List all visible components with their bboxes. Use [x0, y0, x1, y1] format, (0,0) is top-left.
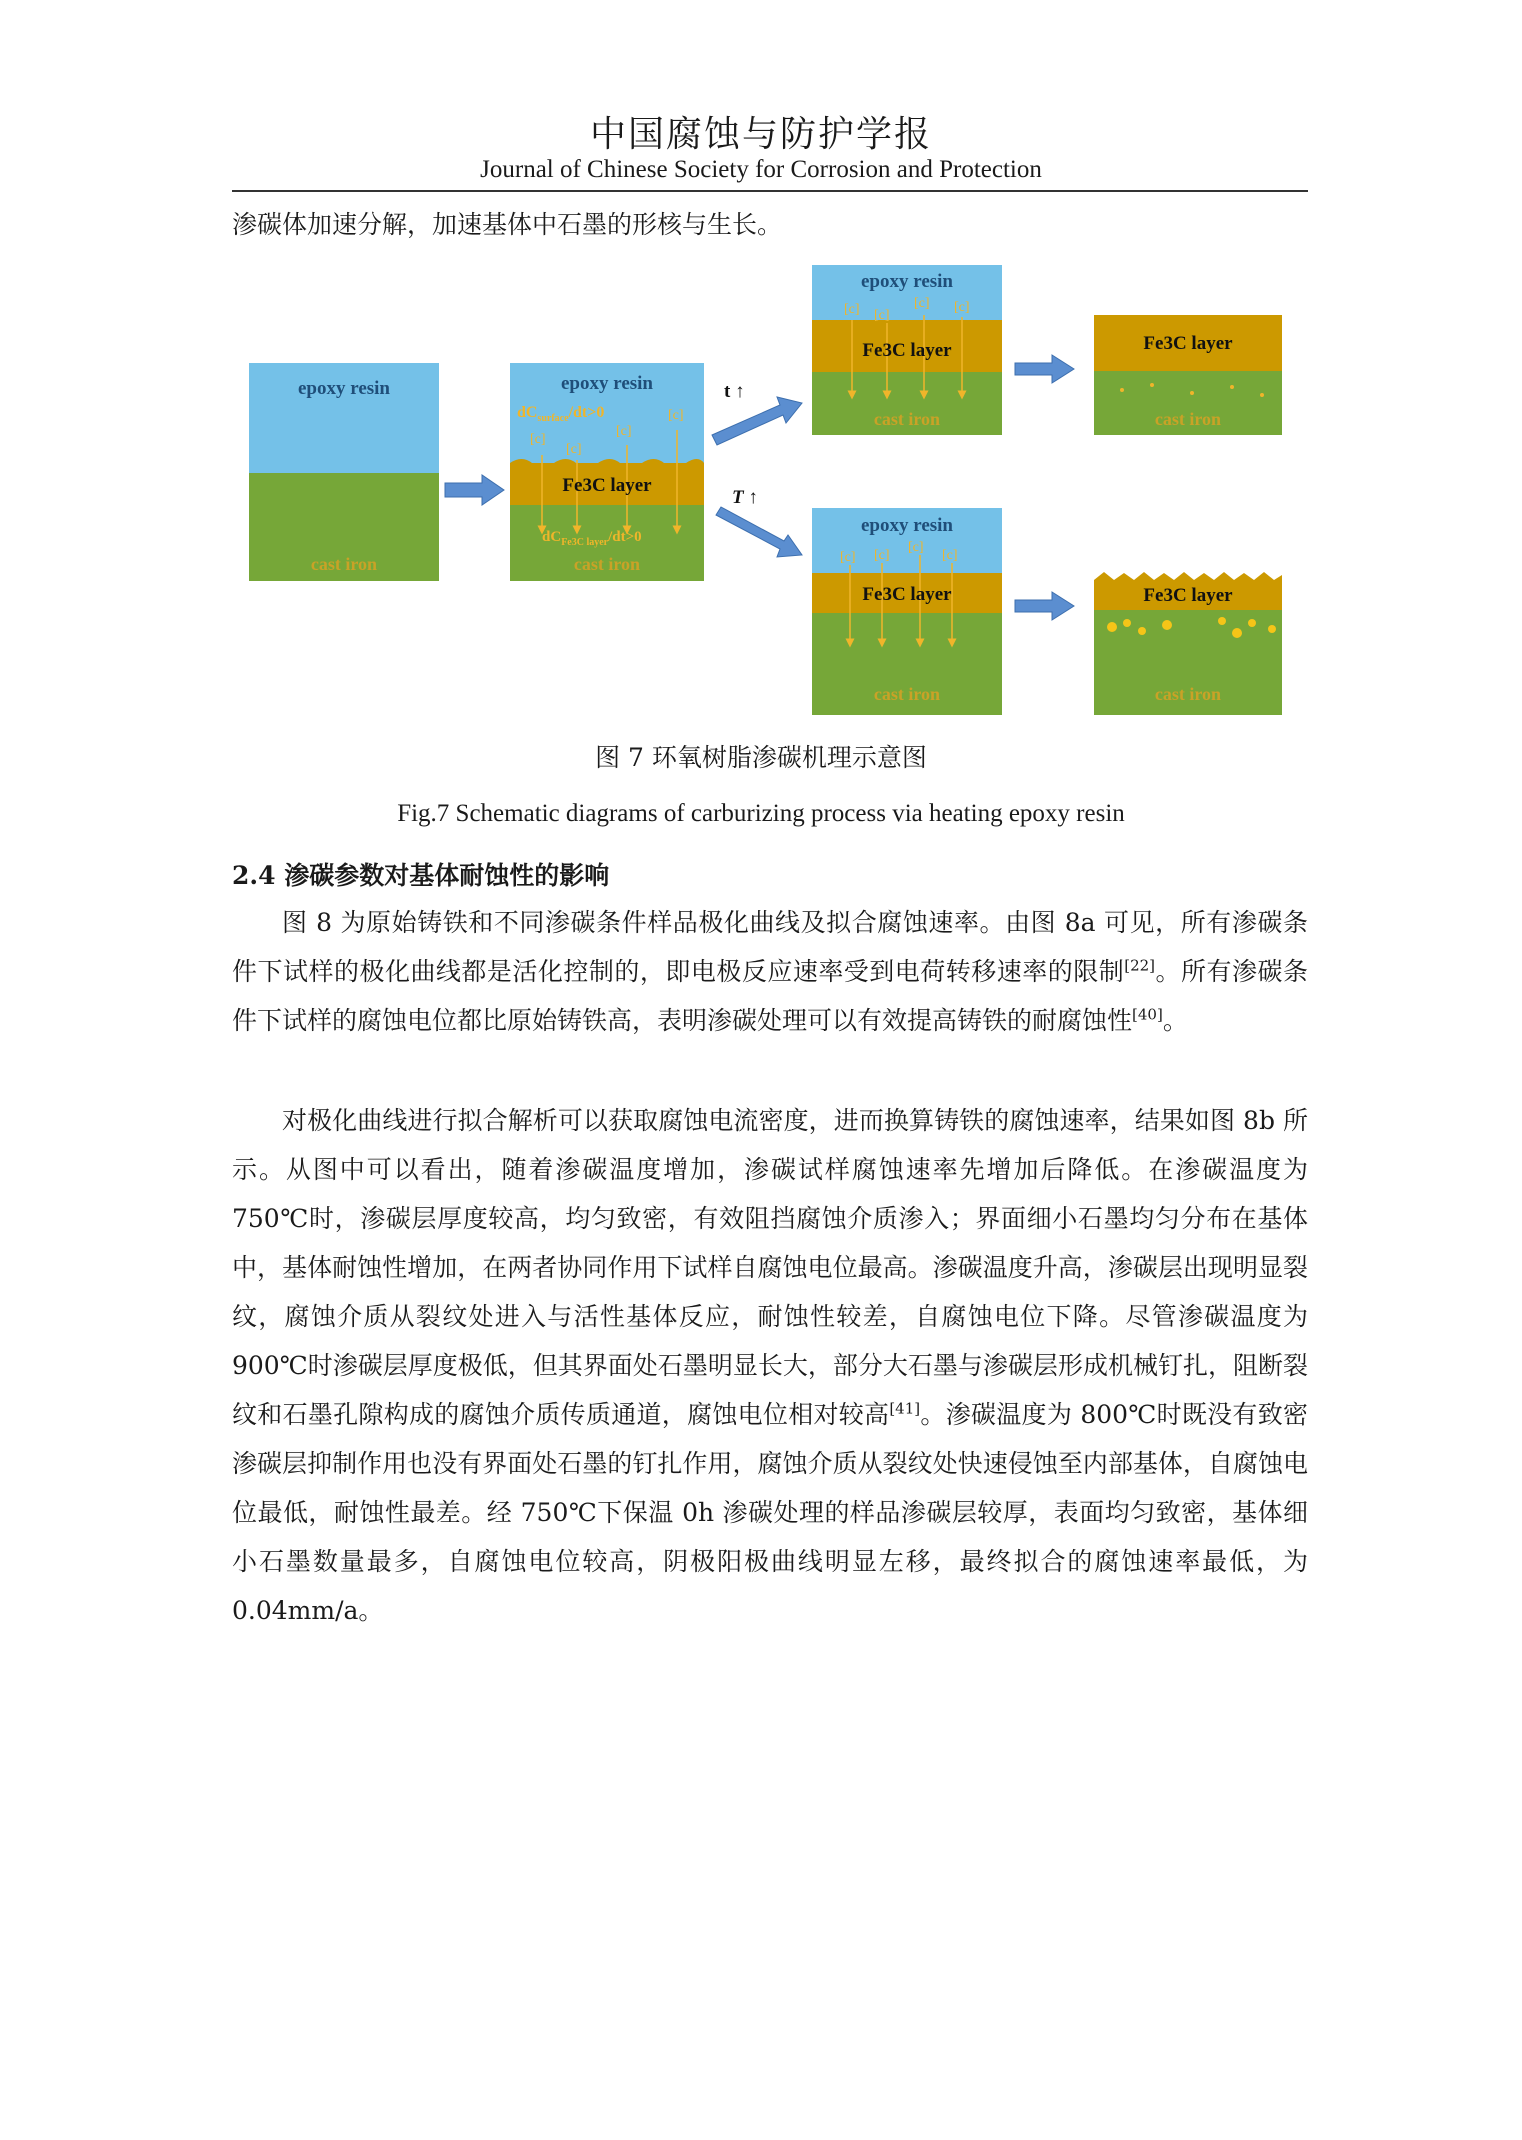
svg-text:[c]: [c]	[844, 302, 860, 317]
figure-caption-en: Fig.7 Schematic diagrams of carburizing process via heating epoxy resin	[397, 800, 1125, 827]
ref-41: [41]	[889, 1399, 921, 1418]
svg-text:[c]: [c]	[874, 548, 890, 563]
panel-time-carburized	[812, 265, 1002, 435]
arrow-time	[712, 381, 802, 445]
arrow-bottom-right	[1015, 592, 1074, 620]
svg-text:epoxy resin: epoxy resin	[860, 271, 954, 292]
svg-text:cast iron: cast iron	[573, 554, 641, 574]
svg-text:Fe3C layer: Fe3C layer	[1143, 333, 1233, 354]
label-t-time: t ↑	[724, 381, 745, 402]
svg-text:[c]: [c]	[942, 548, 958, 563]
schematic-diagram	[232, 255, 1308, 715]
svg-text:Fe3C layer: Fe3C layer	[562, 475, 652, 496]
arrow-1	[445, 475, 504, 505]
label-dc-surface: $dC_{surface}/dt>0$	[517, 404, 605, 424]
panel-temperature-final	[1094, 572, 1282, 715]
panel-initial	[249, 363, 439, 581]
figure-caption-cn: 图 7 环氧树脂渗碳机理示意图	[595, 743, 927, 772]
ref-40: [40]	[1132, 1005, 1163, 1024]
label-dc-layer: $dC_{Fe3C layer}/dt>0$	[542, 529, 642, 548]
panel-temperature-carburized	[812, 508, 1002, 715]
svg-text:epoxy resin: epoxy resin	[560, 373, 654, 394]
svg-text:Fe3C layer: Fe3C layer	[1143, 585, 1233, 606]
svg-text:Fe3C layer: Fe3C layer	[862, 584, 952, 605]
section-heading: 2.4 渗碳参数对基体耐蚀性的影响	[232, 861, 610, 890]
paragraph-1: 图 8 为原始铸铁和不同渗碳条件样品极化曲线及拟合腐蚀速率。由图 8a 可见，所有渗碳条件下试样的极化曲线都是活化控制的，即电极反应速率受到电荷转移速率的限制[22]。所有渗碳条件下试样的腐蚀电位都比原始铸铁高，表明渗碳处理可以有效提高铸铁的耐腐蚀性[40]。	[232, 908, 1308, 1035]
panel-carburizing	[510, 363, 704, 581]
svg-text:cast iron: cast iron	[1154, 684, 1222, 704]
svg-text:Fe3C layer: Fe3C layer	[862, 340, 952, 361]
svg-text:[c]: [c]	[874, 308, 890, 323]
journal-title-cn: 中国腐蚀与防护学报	[589, 114, 932, 155]
svg-text:cast iron: cast iron	[1154, 409, 1222, 429]
svg-text:[c]: [c]	[566, 442, 582, 457]
label-epoxy: epoxy resin	[297, 378, 391, 399]
label-t-temp: T ↑	[732, 487, 758, 508]
svg-text:[c]: [c]	[908, 540, 924, 555]
intro-line: 渗碳体加速分解，加速基体中石墨的形核与生长。	[232, 210, 783, 239]
header-rule	[232, 190, 1308, 192]
svg-text:cast iron: cast iron	[873, 684, 941, 704]
svg-text:[c]: [c]	[530, 432, 546, 447]
svg-text:[c]: [c]	[914, 296, 930, 311]
panel-time-final	[1094, 315, 1282, 435]
journal-title-en: Journal of Chinese Society for Corrosion and Protection	[480, 156, 1042, 183]
arrow-top-right	[1015, 355, 1074, 383]
arrow-temperature	[716, 487, 802, 557]
paragraph-2: 对极化曲线进行拟合解析可以获取腐蚀电流密度，进而换算铸铁的腐蚀速率，结果如图 8b 所示。从图中可以看出，随着渗碳温度增加，渗碳试样腐蚀速率先增加后降低。在渗碳温度为 750℃时，渗碳层厚度较高，均匀致密，有效阻挡腐蚀介质渗入；界面细小石墨均匀分布在基体中，基体耐蚀性增加，在两者协同作用下试样自腐蚀电位最高。渗碳温度升高，渗碳层出现明显裂纹，腐蚀介质从裂纹处进入与活性基体反应，耐蚀性较差，自腐蚀电位下降。尽管渗碳温度为 900℃时渗碳层厚度极低，但其界面处石墨明显长大，部分大石墨与渗碳层形成机械钉扎，阻断裂纹和石墨孔隙构成的腐蚀介质传质通道，腐蚀电位相对较高[41]。渗碳温度为 800℃时既没有致密渗碳层抑制作用也没有界面处石墨的钉扎作用，腐蚀介质从裂纹处快速侵蚀至内部基体，自腐蚀电位最低，耐蚀性最差。经 750℃下保温 0h 渗碳处理的样品渗碳层较厚，表面均匀致密，基体细小石墨数量最多，自腐蚀电位较高，阴极阳极曲线明显左移，最终拟合的腐蚀速率最低，为 0.04mm/a。	[232, 1106, 1308, 1625]
label-cast-iron: cast iron	[310, 554, 378, 574]
svg-text:[c]: [c]	[840, 550, 856, 565]
svg-text:[c]: [c]	[616, 424, 632, 439]
svg-text:[c]: [c]	[668, 408, 684, 423]
svg-text:[c]: [c]	[954, 300, 970, 315]
svg-text:cast iron: cast iron	[873, 409, 941, 429]
svg-text:epoxy resin: epoxy resin	[860, 515, 954, 536]
figure-7	[232, 255, 1308, 715]
ref-22: [22]	[1124, 956, 1156, 975]
